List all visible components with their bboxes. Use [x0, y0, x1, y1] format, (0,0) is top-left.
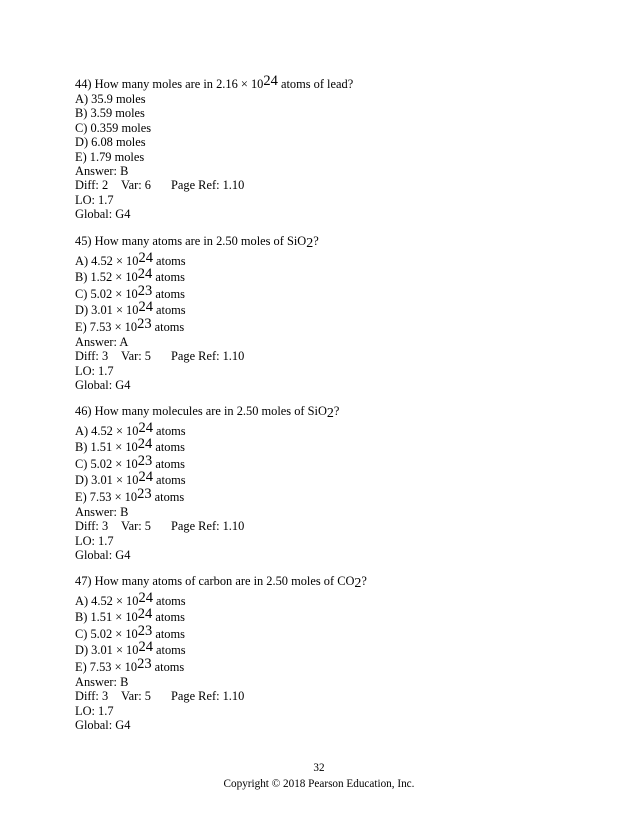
- option-c: C) 0.359 moles: [75, 120, 152, 135]
- question-stem: 46) How many molecules are in 2.50 moles of SiO2?: [75, 404, 340, 421]
- option-d: D) 6.08 moles: [75, 135, 146, 150]
- question-47: [75, 573, 575, 733]
- exponent: 23: [137, 282, 153, 299]
- answer: Answer: B: [75, 163, 129, 178]
- global-tag: Global: G4: [75, 548, 131, 563]
- exponent: 23: [137, 485, 152, 502]
- metadata-line: [75, 178, 575, 192]
- exponent: 23: [137, 655, 152, 672]
- question-stem: 45) How many atoms are in 2.50 moles of SiO2?: [75, 234, 319, 251]
- question-stem: 44) How many moles are in 2.16 × 1024 atoms of lead?: [75, 73, 354, 91]
- global-tag: Global: G4: [75, 378, 131, 393]
- exponent: 24: [138, 469, 153, 486]
- page-number: 32: [313, 762, 325, 774]
- option-c: C) 5.02 × 1023 atoms: [75, 622, 185, 641]
- exponent: 23: [137, 452, 153, 469]
- exponent: 24: [138, 639, 153, 656]
- exponent: 24: [138, 299, 153, 316]
- learning-objective: LO: 1.7: [75, 192, 114, 207]
- answer: Answer: B: [75, 674, 129, 689]
- option-e: E) 7.53 × 1023 atoms: [75, 655, 185, 674]
- exponent: 24: [138, 420, 153, 436]
- question-46: [75, 403, 575, 563]
- learning-objective: LO: 1.7: [75, 533, 114, 548]
- subscript: 2: [354, 576, 362, 591]
- option-b: B) 3.59 moles: [75, 106, 145, 121]
- metadata-line: [75, 689, 575, 703]
- exponent: 24: [137, 266, 153, 283]
- option-c: C) 5.02 × 1023 atoms: [75, 452, 185, 471]
- metadata-line: [75, 519, 575, 533]
- learning-objective: LO: 1.7: [75, 363, 114, 378]
- option-e: E) 1.79 moles: [75, 149, 145, 164]
- variant: Var: 5: [121, 349, 151, 364]
- exponent: 24: [138, 590, 153, 606]
- variant: Var: 5: [121, 519, 151, 534]
- subscript: 2: [326, 406, 334, 421]
- option-e: E) 7.53 × 1023 atoms: [75, 315, 185, 334]
- exponent: 23: [137, 622, 153, 639]
- option-d: D) 3.01 × 1024 atoms: [75, 639, 186, 658]
- option-b: B) 1.51 × 1024 atoms: [75, 436, 185, 455]
- answer: Answer: B: [75, 504, 129, 519]
- option-b: B) 1.51 × 1024 atoms: [75, 606, 185, 625]
- metadata-line: [75, 349, 575, 363]
- exponent: 23: [137, 315, 152, 332]
- copyright-notice: Copyright © 2018 Pearson Education, Inc.: [223, 778, 415, 790]
- global-tag: Global: G4: [75, 718, 131, 733]
- question-44: [75, 73, 575, 222]
- global-tag: Global: G4: [75, 207, 131, 222]
- exponent: 24: [263, 73, 278, 89]
- page-ref: Page Ref: 1.10: [171, 178, 245, 193]
- learning-objective: LO: 1.7: [75, 703, 114, 718]
- option-d: D) 3.01 × 1024 atoms: [75, 469, 186, 488]
- option-a: A) 35.9 moles: [75, 92, 146, 106]
- page-ref: Page Ref: 1.10: [171, 519, 245, 534]
- variant: Var: 6: [121, 178, 151, 193]
- exponent: 24: [138, 250, 153, 266]
- question-45: [75, 233, 575, 393]
- difficulty: Diff: 3: [75, 519, 109, 534]
- option-d: D) 3.01 × 1024 atoms: [75, 299, 186, 318]
- page-ref: Page Ref: 1.10: [171, 349, 245, 364]
- option-c: C) 5.02 × 1023 atoms: [75, 282, 185, 301]
- option-a: A) 4.52 × 1024 atoms: [75, 250, 186, 268]
- exponent: 24: [137, 606, 153, 623]
- exponent: 24: [137, 436, 153, 453]
- option-a: A) 4.52 × 1024 atoms: [75, 590, 186, 608]
- difficulty: Diff: 2: [75, 178, 109, 193]
- difficulty: Diff: 3: [75, 689, 109, 704]
- option-b: B) 1.52 × 1024 atoms: [75, 266, 185, 285]
- option-a: A) 4.52 × 1024 atoms: [75, 420, 186, 438]
- option-e: E) 7.53 × 1023 atoms: [75, 485, 185, 504]
- difficulty: Diff: 3: [75, 349, 109, 364]
- answer: Answer: A: [75, 334, 129, 349]
- question-stem: 47) How many atoms of carbon are in 2.50 moles of CO2?: [75, 574, 367, 591]
- variant: Var: 5: [121, 689, 151, 704]
- subscript: 2: [306, 236, 314, 251]
- page-ref: Page Ref: 1.10: [171, 689, 245, 704]
